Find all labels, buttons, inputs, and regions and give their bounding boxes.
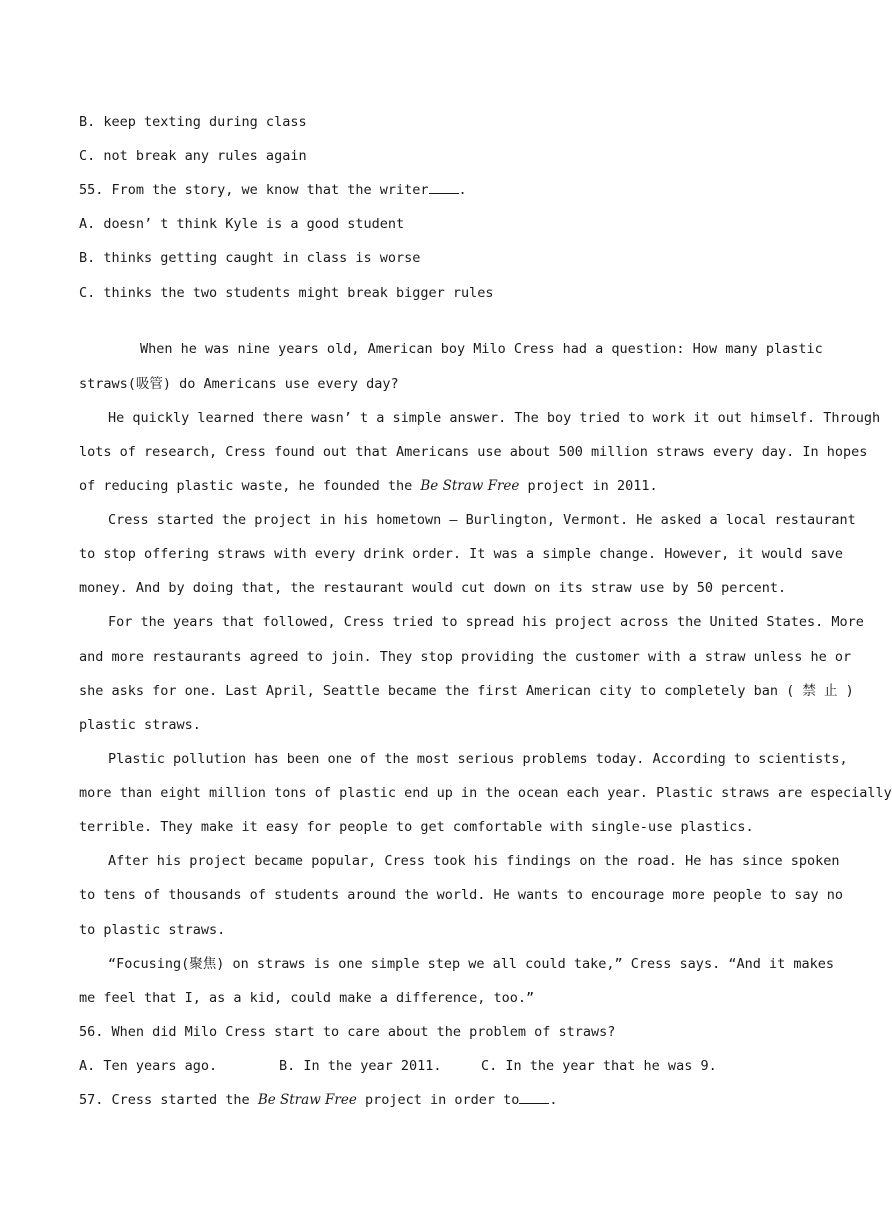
q56-option-c: C. In the year that he was 9. xyxy=(481,1058,717,1074)
answer-blank xyxy=(429,181,459,194)
q55-stem xyxy=(79,181,791,199)
passage-p3-line2: to stop offering straws with every drink order. It was a simple change. However, it would save xyxy=(79,546,844,562)
passage-p7-line2: me feel that I, as a kid, could make a difference, too.” xyxy=(79,990,535,1006)
passage-p3-line3: money. And by doing that, the restaurant would cut down on its straw use by 50 percent. xyxy=(79,580,787,596)
q55-option-c: C. thinks the two students might break bigger rules xyxy=(79,285,494,301)
q56-option-a: A. Ten years ago. xyxy=(79,1058,218,1074)
passage-p5-line3: terrible. They make it easy for people to get comfortable with single-use plastics. xyxy=(79,819,754,835)
passage-p4-line2: and more restaurants agreed to join. They stop providing the customer with a straw unless he or xyxy=(79,649,852,665)
q57-stem xyxy=(79,1091,791,1109)
passage-p4-line4: plastic straws. xyxy=(79,717,201,733)
answer-blank xyxy=(519,1091,549,1104)
q54-option-c: C. not break any rules again xyxy=(79,148,307,164)
passage-p2-line2: lots of research, Cress found out that Americans use about 500 million straws every day. In hopes xyxy=(79,444,868,460)
q56-option-b: B. In the year 2011. xyxy=(279,1058,442,1074)
q55-option-b: B. thinks getting caught in class is worse xyxy=(79,250,421,266)
q55-stem-text: 55. From the story, we know that the writer xyxy=(79,182,429,198)
passage-p7-line1: “Focusing(聚焦) on straws is one simple step we all could take,” Cress says. “And it makes xyxy=(108,956,834,972)
passage-p5-line2: more than eight million tons of plastic end up in the ocean each year. Plastic straws are especially xyxy=(79,785,892,801)
q57-stem-a: 57. Cress started the xyxy=(79,1092,258,1108)
q57-stem-end: . xyxy=(549,1092,558,1108)
passage-p4-line3: she asks for one. Last April, Seattle became the first American city to completely ban ( 禁 止 ) xyxy=(79,683,854,699)
passage-p5-line1: Plastic pollution has been one of the most serious problems today. According to scientists, xyxy=(108,751,848,767)
q57-stem-b: project in order to xyxy=(356,1092,520,1108)
q55-stem-end: . xyxy=(458,182,467,198)
passage-p3-line1: Cress started the project in his hometown – Burlington, Vermont. He asked a local restaurant xyxy=(108,512,856,528)
passage-p6-line2: to tens of thousands of students around the world. He wants to encourage more people to say no xyxy=(79,887,844,903)
passage-p2-line3-a: of reducing plastic waste, he founded the xyxy=(79,478,421,494)
q55-option-a: A. doesn’ t think Kyle is a good student xyxy=(79,216,405,232)
passage-p2-line3 xyxy=(79,477,791,495)
q56-options xyxy=(79,1057,791,1075)
project-title: Be Straw Free xyxy=(420,478,520,494)
passage-p2-line1: He quickly learned there wasn’ t a simple answer. The boy tried to work it out himself. Through xyxy=(108,410,881,426)
passage-p4-line1: For the years that followed, Cress tried to spread his project across the United States. More xyxy=(108,614,864,630)
passage-p6-line1: After his project became popular, Cress took his findings on the road. He has since spoken xyxy=(108,853,840,869)
q57-project-title: Be Straw Free xyxy=(257,1092,357,1108)
passage-p1-line1: When he was nine years old, American boy Milo Cress had a question: How many plastic xyxy=(140,341,823,357)
q54-option-b: B. keep texting during class xyxy=(79,114,307,130)
passage-p6-line3: to plastic straws. xyxy=(79,922,226,938)
q56-stem: 56. When did Milo Cress start to care about the problem of straws? xyxy=(79,1024,616,1040)
passage-p2-line3-b: project in 2011. xyxy=(519,478,658,494)
passage-p1-line2: straws(吸管) do Americans use every day? xyxy=(79,376,399,392)
